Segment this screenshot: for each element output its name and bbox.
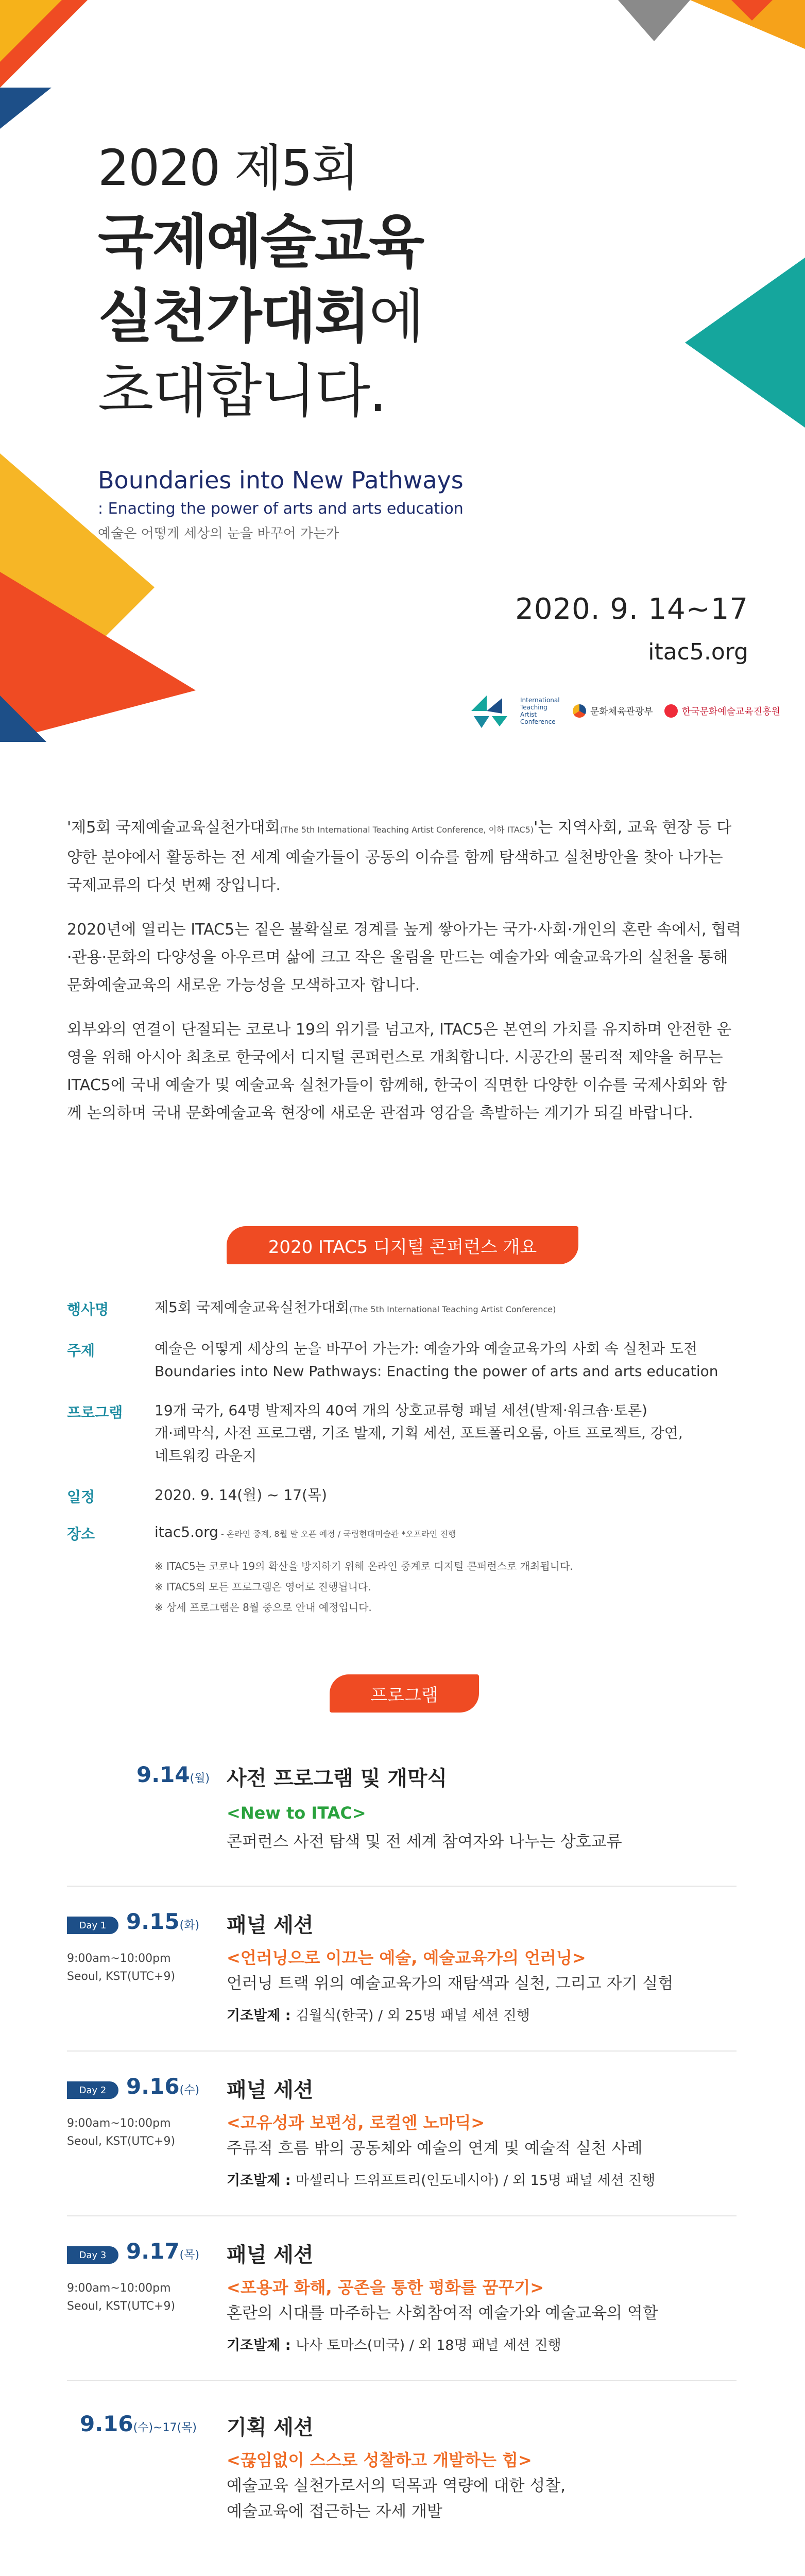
program-title-1: 사전 프로그램 및 개막식 (227, 1767, 448, 1790)
decor-right-teal-triangle (685, 258, 805, 428)
program-date-2 (126, 1909, 199, 1934)
intro-p1-b: '는 지역사회, 교육 현장 등 다양한 분야에서 활동하는 전 세계 예술가들이 공동의 이슈를 함께 탐색하고 실천방안을 찾아 나가는 국제교류의 다섯 번째 장입니다. (67, 819, 732, 894)
arte-emblem-icon (664, 704, 678, 718)
program-day-badge-2: Day 2 (67, 2081, 118, 2099)
arte-logo (664, 704, 780, 718)
hero-title-3: 초대합니다. (98, 358, 386, 425)
arte-logo-text: 한국문화예술교육진흥원 (681, 706, 780, 717)
program-date-1-day: 9.14 (136, 1762, 190, 1787)
itac-logo (469, 693, 561, 729)
hero-subtitle-en: Boundaries into New Pathways (98, 466, 464, 494)
decor-top-right-triangles (618, 0, 805, 52)
program-keynote-2-label: 기조발제 : (227, 2008, 296, 2024)
program-date-5 (80, 2411, 197, 2436)
program-keynote-3-text: 마셀리나 드위프트리(인도네시아) / 외 15명 패널 세션 진행 (295, 2173, 656, 2189)
intro-p1-a: '제5회 국제예술교육실천가대회 (67, 819, 280, 837)
program-keynote-4-label: 기조발제 : (227, 2337, 296, 2353)
program-tz-3: Seoul, KST(UTC+9) (67, 2135, 176, 2148)
program-desc-5b: 예술교육에 접근하는 자세 개발 (227, 2502, 442, 2521)
program-date-3 (126, 2074, 199, 2099)
program-sub-2: <언러닝으로 이끄는 예술, 예술교육가의 언러닝> (227, 1948, 586, 1968)
program-time-4: 9:00am~10:00pm (67, 2282, 171, 2295)
program-date-3-day: 9.16 (126, 2074, 180, 2099)
hero-title-1: 국제예술교육 (98, 209, 423, 276)
program-title-2: 패널 세션 (227, 1913, 314, 1937)
program-desc-2: 언러닝 트랙 위의 예술교육가의 재탐색과 실천, 그리고 자기 실험 (227, 1974, 674, 1993)
program-tz-4: Seoul, KST(UTC+9) (67, 2300, 176, 2313)
program-desc-3: 주류적 흐름 밖의 공동체와 예술의 연계 및 예술적 실천 사례 (227, 2139, 643, 2158)
ov-label-schedule: 일정 (67, 1488, 95, 1505)
intro-paragraph-2: 2020년에 열리는 ITAC5는 짙은 불확실로 경계를 높게 쌓아가는 국가·사회·개인의 혼란 속에서, 협력·관용·문화의 다양성을 아우르며 삶에 크고 작은 울림을 만드는 예술가와 예술교육가의 실천을 통해 문화예술교육의 새로운 가능성을 모색하고자 합니다. (67, 921, 742, 994)
program-keynote-3-label: 기조발제 : (227, 2173, 296, 2189)
hero-title-2-light: 에 (368, 283, 423, 350)
ov-value-schedule: 2020. 9. 14(월) ~ 17(목) (155, 1486, 327, 1503)
itac-logo-text: International Teaching Artist Conference (520, 697, 560, 725)
program-divider-2 (67, 2050, 737, 2052)
program-divider-1 (67, 1886, 737, 1887)
decor-bottom-left-triangles (0, 453, 216, 742)
itac-logo-icon (469, 693, 515, 729)
program-day-badge-1: Day 1 (67, 1917, 118, 1934)
program-desc-4: 혼란의 시대를 마주하는 사회참여적 예술가와 예술교육의 역할 (227, 2304, 658, 2323)
program-keynote-3 (227, 2169, 655, 2189)
program-title-4: 패널 세션 (227, 2243, 314, 2267)
ov-label-name: 행사명 (67, 1301, 109, 1318)
program-date-1-dow: (월) (190, 1772, 210, 1785)
ov-value-program-2: 개·폐막식, 사전 프로그램, 기조 발제, 기획 세션, 포트폴리오룸, 아트 프로젝트, 강연, (155, 1425, 683, 1442)
program-desc-1: 콘퍼런스 사전 탐색 및 전 세계 참여자와 나누는 상호교류 (227, 1833, 622, 1851)
program-sub-4: <포용과 화해, 공존을 통한 평화를 꿈꾸기> (227, 2278, 544, 2297)
overview-heading: 2020 ITAC5 디지털 콘퍼런스 개요 (227, 1226, 578, 1264)
mcst-logo-text: 문화체육관광부 (590, 706, 653, 717)
hero-title-2-bold: 실천가대회 (98, 283, 369, 350)
ov-note-1: ※ ITAC5는 코로나 19의 확산을 방지하기 위해 온라인 중계로 디지털 콘퍼런스로 개최됩니다. (155, 1560, 573, 1572)
hero-subtitle-en-2: : Enacting the power of arts and arts education (98, 500, 464, 518)
program-title-5: 기획 세션 (227, 2416, 314, 2439)
program-keynote-4 (227, 2334, 561, 2354)
program-date-2-day: 9.15 (126, 1909, 180, 1934)
program-date-4-day: 9.17 (126, 2239, 180, 2264)
program-tz-2: Seoul, KST(UTC+9) (67, 1970, 176, 1983)
hero-title-2 (98, 270, 423, 353)
ov-value-venue (155, 1521, 737, 1546)
program-time-2: 9:00am~10:00pm (67, 1952, 171, 1965)
program-keynote-2 (227, 2004, 530, 2024)
program-time-3: 9:00am~10:00pm (67, 2117, 171, 2130)
ov-note-2: ※ ITAC5의 모든 프로그램은 영어로 진행됩니다. (155, 1581, 371, 1593)
ov-value-name-main: 제5회 국제예술교육실천가대회 (155, 1299, 350, 1316)
program-divider-4 (67, 2380, 737, 2381)
ov-value-venue-url[interactable]: itac5.org (155, 1523, 218, 1540)
decor-top-left-triangles (0, 0, 103, 134)
ov-value-name (155, 1296, 737, 1321)
program-date-2-dow: (화) (179, 1919, 200, 1932)
program-date-5-dow: (수)~17(목) (133, 2421, 197, 2434)
program-date-3-dow: (수) (179, 2084, 200, 2097)
ov-value-venue-note: - 온라인 중계, 8월 말 오픈 예정 / 국립현대미술관 *오프라인 진행 (218, 1529, 456, 1539)
hero-edition: 2020 제5회 (98, 139, 358, 197)
intro-paragraph-3: 외부와의 연결이 단절되는 코로나 19의 위기를 넘고자, ITAC5은 본연의 가치를 유지하며 안전한 운영을 위해 아시아 최초로 한국에서 디지털 콘퍼런스로 개최합니다. 시공간의 물리적 제약을 허무는 ITAC5에 국내 예술가 및 예술교육 실천가들이 함께해, 한국이 직면한 다양한 이슈를 국제사회와 함께 논의하며 국내 문화예술교육 현장에 새로운 관점과 영감을 촉발하는 계기가 되길 바랍니다. (67, 1021, 732, 1122)
ov-value-name-tiny: (The 5th International Teaching Artist Conference) (349, 1304, 556, 1314)
hero-subtitle-ko: 예술은 어떻게 세상의 눈을 바꾸어 가는가 (98, 526, 339, 541)
hero-url[interactable]: itac5.org (648, 639, 748, 665)
program-title-3: 패널 세션 (227, 2078, 314, 2102)
hero-date: 2020. 9. 14~17 (515, 592, 748, 626)
program-divider-3 (67, 2215, 737, 2216)
program-date-4 (126, 2239, 199, 2264)
ov-label-venue: 장소 (67, 1526, 95, 1543)
intro-text (67, 814, 742, 1144)
ov-note-3: ※ 상세 프로그램은 8월 중으로 안내 예정입니다. (155, 1601, 372, 1614)
program-sub-5: <끊임없이 스스로 성찰하고 개발하는 힘> (227, 2450, 532, 2470)
program-keynote-2-text: 김월식(한국) / 외 25명 패널 세션 진행 (295, 2008, 530, 2024)
hero-logos (469, 693, 780, 729)
program-date-1 (136, 1762, 210, 1787)
ov-label-theme: 주제 (67, 1342, 95, 1359)
program-keynote-4-text: 나사 토마스(미국) / 외 18명 패널 세션 진행 (295, 2337, 561, 2353)
mcst-logo (573, 704, 653, 718)
program-sub-3: <고유성과 보편성, 로컬엔 노마딕> (227, 2113, 485, 2132)
program-heading: 프로그램 (330, 1674, 479, 1713)
program-desc-5a: 예술교육 실천가로서의 덕목과 역량에 대한 성찰, (227, 2477, 566, 2495)
program-day-badge-3: Day 3 (67, 2246, 118, 2264)
ov-value-program-3: 네트워킹 라운지 (155, 1447, 257, 1464)
intro-paragraph-1 (67, 814, 742, 900)
ov-value-theme-en: Boundaries into New Pathways: Enacting the power of arts and arts education (155, 1363, 718, 1380)
program-sub-1: <New to ITAC> (227, 1803, 366, 1823)
mcst-emblem-icon (573, 704, 586, 718)
program-date-4-dow: (목) (179, 2249, 200, 2262)
intro-p1-tiny: (The 5th International Teaching Artist Conference, 이하 ITAC5) (280, 825, 534, 835)
program-date-5-day: 9.16 (80, 2411, 133, 2436)
ov-value-theme: 예술은 어떻게 세상의 눈을 바꾸어 가는가: 예술가와 예술교육가의 사회 속 실천과 도전 (155, 1340, 698, 1357)
ov-value-program-1: 19개 국가, 64명 발제자의 40여 개의 상호교류형 패널 세션(발제·워크숍·토론) (155, 1402, 647, 1419)
ov-label-program: 프로그램 (67, 1404, 123, 1421)
